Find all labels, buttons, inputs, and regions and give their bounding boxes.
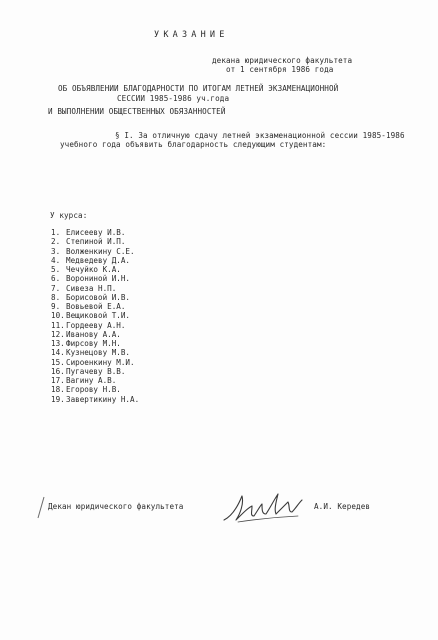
student-list: [51, 228, 139, 404]
list-item-name: Медведеву Д.А.: [66, 255, 131, 265]
list-item: [51, 237, 139, 246]
list-item: [51, 274, 139, 283]
document-title: УКАЗАНИЕ: [154, 30, 229, 40]
document-subtitle-line-2: от 1 сентября 1986 года: [226, 65, 334, 74]
list-item-name: Кузнецову М.В.: [66, 348, 131, 358]
course-label: У курса:: [50, 211, 88, 220]
list-item: [51, 228, 139, 237]
list-item: [51, 376, 139, 385]
list-item: [51, 339, 139, 348]
list-item-number: 4.: [51, 255, 61, 265]
list-item-number: 18.: [51, 385, 65, 395]
document-subtitle-line-1: декана юридического факультета: [212, 56, 353, 65]
list-item-number: 8.: [51, 292, 61, 302]
list-item-name: Степиной И.П.: [66, 237, 126, 247]
list-item: [51, 293, 139, 302]
list-item-name: Елисееву И.В.: [66, 228, 126, 237]
list-item-number: 19.: [51, 394, 65, 404]
list-item-name: Ворониной И.Н.: [66, 274, 131, 284]
list-item-number: 11.: [51, 320, 65, 330]
list-item: [51, 265, 139, 274]
list-item: [51, 256, 139, 265]
list-item-number: 3.: [51, 246, 61, 256]
margin-mark: [36, 496, 46, 520]
list-item-name: Сироенкину М.И.: [66, 357, 135, 367]
list-item-name: Сивеза Н.П.: [66, 283, 117, 293]
list-item-number: 15.: [51, 357, 65, 367]
list-item-name: Гордееву А.Н.: [66, 320, 126, 330]
list-item: [51, 302, 139, 311]
list-item-number: 5.: [51, 265, 61, 274]
list-item: [51, 247, 139, 256]
document-heading-line-2: СЕССИИ 1985-1986 уч.года: [117, 94, 230, 103]
list-item: [51, 395, 139, 404]
list-item: [51, 284, 139, 293]
list-item-name: Борисовой И.В.: [66, 292, 131, 302]
list-item-number: 17.: [51, 376, 65, 385]
list-item-name: Вагину А.В.: [66, 376, 117, 385]
list-item: [51, 311, 139, 320]
list-item-name: Вовьевой Е.А.: [66, 302, 126, 311]
list-item: [51, 358, 139, 367]
list-item: [51, 385, 139, 394]
list-item: [51, 321, 139, 330]
list-item-name: Завертикину Н.А.: [66, 394, 140, 404]
list-item-number: 7.: [51, 283, 61, 293]
footer-dean-title: Декан юридического факультета: [48, 502, 184, 511]
list-item: [51, 348, 139, 357]
footer-signatory-name: А.И. Кередев: [314, 502, 371, 511]
list-item-name: Вещиковой Т.И.: [66, 311, 131, 321]
list-item-number: 1.: [51, 228, 61, 237]
list-item-number: 9.: [51, 302, 61, 311]
list-item-name: Пугачеву В.В.: [66, 366, 126, 376]
list-item-number: 10.: [51, 311, 65, 321]
list-item-number: 2.: [51, 237, 61, 247]
list-item-number: 13.: [51, 339, 65, 348]
list-item-number: 16.: [51, 366, 65, 376]
list-item-name: Иванову А.А.: [66, 329, 121, 339]
handwritten-signature: [218, 486, 304, 528]
document-heading-line-3: И ВЫПОЛНЕНИИ ОБЩЕСТВЕННЫХ ОБЯЗАННОСТЕЙ: [48, 107, 226, 116]
list-item-number: 6.: [51, 274, 61, 284]
paragraph-line-1: § I. За отличную сдачу летней экзаменационной сессии 1985-1986: [115, 131, 405, 140]
list-item: [51, 330, 139, 339]
list-item-name: Волженкину С.Е.: [66, 246, 135, 256]
paragraph-line-2: учебного года объявить благодарность следующим студентам:: [60, 140, 327, 149]
document-heading-line-1: ОБ ОБЪЯВЛЕНИИ БЛАГОДАРНОСТИ ПО ИТОГАМ ЛЕТНЕЙ ЭКЗАМЕНАЦИОННОЙ: [58, 84, 339, 93]
list-item-name: Фирсову М.Н.: [66, 339, 121, 348]
list-item: [51, 367, 139, 376]
list-item-number: 12.: [51, 329, 65, 339]
list-item-name: Чечуйко К.А.: [66, 265, 121, 274]
list-item-number: 14.: [51, 348, 65, 358]
list-item-name: Егорову Н.В.: [66, 385, 121, 395]
